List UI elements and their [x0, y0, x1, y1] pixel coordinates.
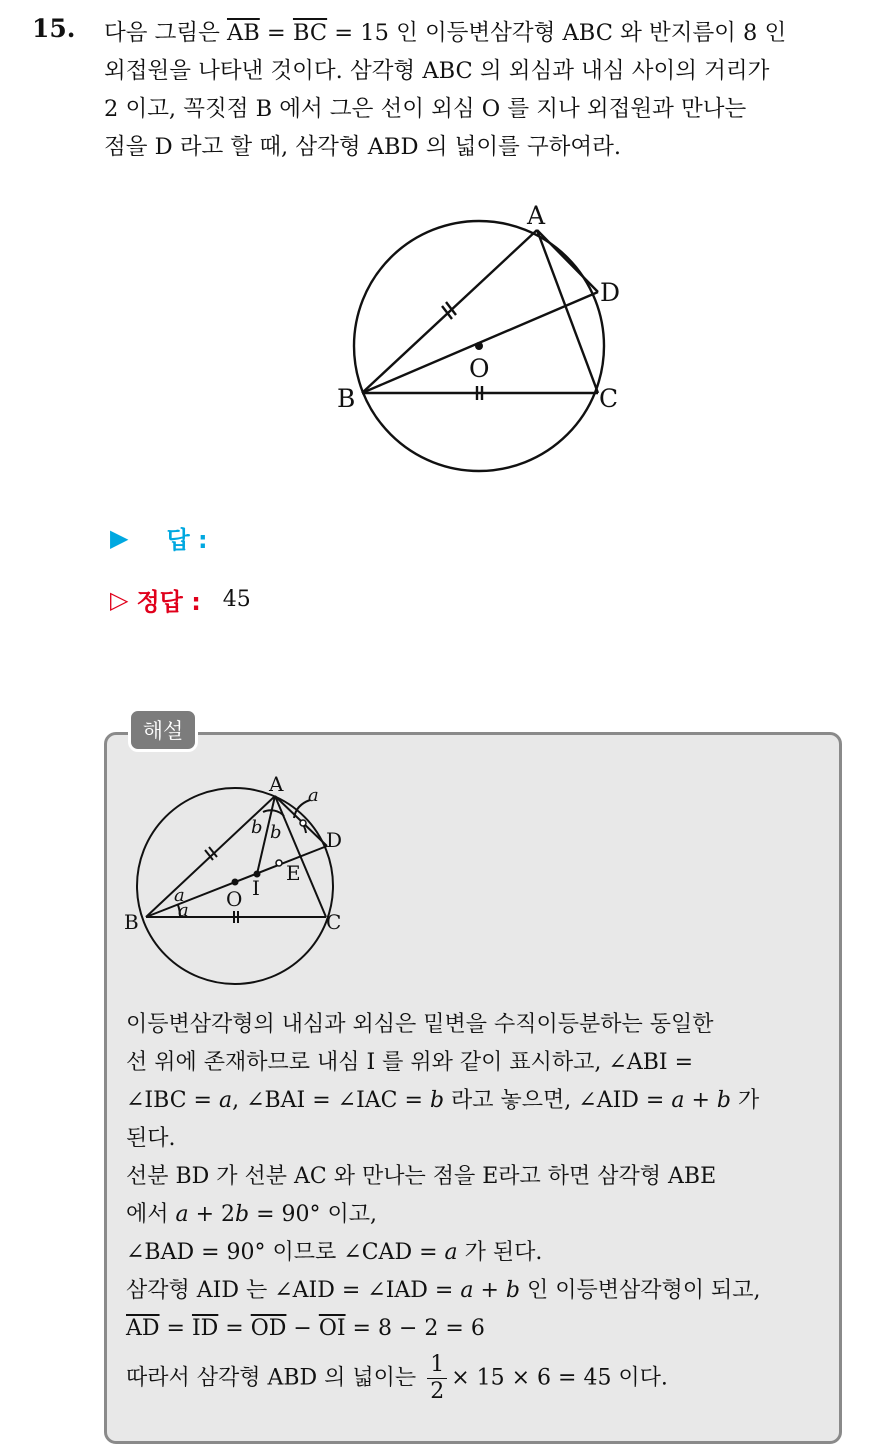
solution-label-a: A [269, 772, 284, 796]
angle-label-b-1: b [251, 817, 263, 838]
answer-row [110, 520, 208, 555]
angle-label-a-b2: a [178, 900, 189, 921]
correct-answer-row [110, 582, 251, 617]
marker-circle-1 [300, 820, 306, 826]
side-ab [362, 230, 537, 393]
label-c: C [599, 384, 619, 413]
solution-label-c: C [326, 910, 342, 934]
outline-play-icon: ▷ [110, 585, 129, 614]
solution-line-4: 된다. [126, 1126, 176, 1151]
problem-line-4: 점을 D 라고 할 때, 삼각형 ABD 의 넓이를 구하여라. [104, 134, 622, 160]
solution-line-2: 선 위에 존재하므로 내심 I 를 위와 같이 표시하고, ∠ABI = [126, 1050, 694, 1075]
solution-text [126, 1006, 826, 1405]
angle-label-a-b1: a [174, 885, 185, 906]
segment-ab: $\overline{AB}$ [226, 20, 260, 46]
solution-line-6: 에서 a + 2b = 90° 이고, [126, 1202, 378, 1227]
solution-label-e: E [286, 861, 301, 885]
label-a: A [527, 201, 546, 230]
problem-line-2: 외접원을 나타낸 것이다. 삼각형 ABC 의 외심과 내심 사이의 거리가 [104, 58, 770, 84]
solution-line-10: 따라서 삼각형 ABD 의 넓이는 $\frac{1}{2}$ × 15 × 6 = 45 이다. [126, 1352, 668, 1404]
answer-label: 답 : [166, 526, 208, 554]
solution-label-b: B [124, 910, 139, 934]
problem-line-1: 다음 그림은 $\overline{AB} = \overline{BC} = 15$ 인 이등변삼각형 ABC 와 반지름이 8 인 [104, 20, 787, 46]
segment-bc: $\overline{BC}$ [292, 20, 328, 46]
solution-label-o: O [226, 887, 243, 911]
solution-label-i: I [252, 876, 260, 900]
correct-answer-label: 정답 : [136, 588, 201, 616]
chord-ad [537, 230, 598, 292]
side-ac [537, 230, 598, 393]
center-o [232, 879, 239, 886]
solution-line-7: ∠BAD = 90° 이므로 ∠CAD = a 가 된다. [126, 1240, 543, 1265]
label-o: O [469, 354, 490, 383]
play-icon: ▶ [110, 523, 129, 552]
solution-figure [118, 770, 358, 990]
solution-line-1: 이등변삼각형의 내심과 외심은 밑변을 수직이등분하는 동일한 [126, 1012, 714, 1037]
correct-answer-value: 45 [222, 587, 251, 612]
label-d: D [600, 278, 621, 307]
angle-label-a-top: a [308, 785, 319, 806]
problem-figure [332, 200, 632, 480]
solution-line-8: 삼각형 AID 는 ∠AID = ∠IAD = a + b 인 이등변삼각형이 되고, [126, 1278, 761, 1303]
problem-line-3: 2 이고, 꼭짓점 B 에서 그은 선이 외심 O 를 지나 외접원과 만나는 [104, 96, 747, 122]
label-b: B [337, 384, 356, 413]
marker-circle-2 [276, 860, 282, 866]
center-o [475, 342, 483, 350]
angle-label-b-2: b [270, 822, 282, 843]
solution-line-3: ∠IBC = a, ∠BAI = ∠IAC = b 라고 놓으면, ∠AID = a + b 가 [126, 1088, 760, 1113]
solution-circumcircle [137, 788, 333, 984]
solution-label-d: D [326, 828, 343, 852]
solution-line-5: 선분 BD 가 선분 AC 와 만나는 점을 E라고 하면 삼각형 ABE [126, 1164, 717, 1189]
problem-statement [104, 14, 864, 166]
solution-tab: 해설 [128, 708, 198, 752]
fraction-one-half: $\frac{1}{2}$ [427, 1352, 447, 1405]
solution-line-9: $\overline{AD} = \overline{ID} = \overline{OD} - \overline{OI} = 8 - 2 = 6$ [126, 1316, 485, 1341]
problem-number: 15. [32, 14, 76, 43]
